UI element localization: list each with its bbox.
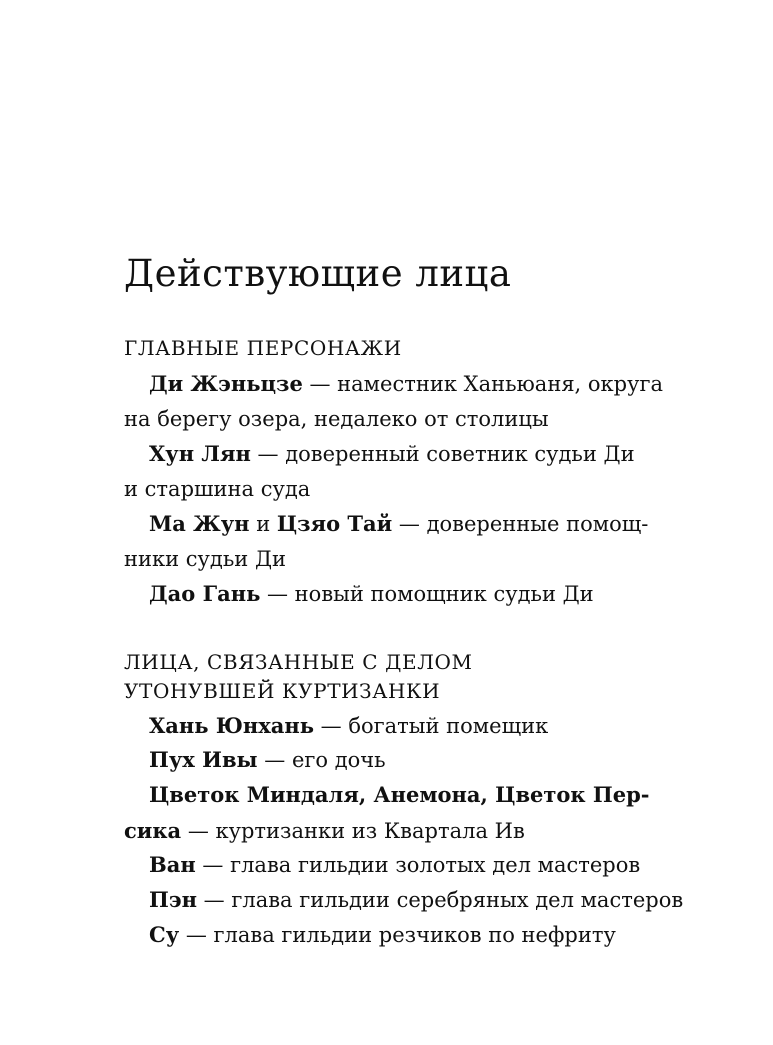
character-entry (124, 576, 654, 612)
character-name-continued: сика (124, 818, 182, 843)
character-name: Пух Ивы (149, 747, 258, 772)
character-name: Пэн (149, 887, 197, 912)
character-description-continued: на берегу озера, недалеко от столицы (124, 407, 549, 431)
character-description: — новый помощник судьи Ди (260, 582, 594, 606)
section-heading-courtesan-case: ЛИЦА, СВЯЗАННЫЕ С ДЕЛОМ (124, 650, 473, 674)
character-name: Су (149, 922, 180, 947)
character-name: Хань Юнхань (149, 713, 314, 738)
character-description: — богатый помещик (314, 714, 549, 738)
character-description: — наместник Ханьюаня, округа (302, 372, 664, 396)
character-description: — глава гильдии серебряных дел мастеров (197, 888, 684, 912)
character-entry (124, 366, 664, 437)
character-description: — куртизанки из Квартала Ив (181, 819, 525, 843)
page-title: Действующие лица (124, 252, 512, 295)
character-name: Ван (149, 852, 196, 877)
character-description: — глава гильдии резчиков по нефриту (179, 923, 616, 947)
conjunction: и (249, 512, 277, 536)
character-description-continued: и старшина суда (124, 477, 311, 501)
character-name: Ди Жэньцзе (149, 371, 303, 396)
character-description-continued: ники судьи Ди (124, 547, 287, 571)
character-name: Цветок Миндаля, Анемона, Цветок Пер- (149, 782, 650, 807)
section-heading-courtesan-case-continued: УТОНУВШЕЙ КУРТИЗАНКИ (124, 679, 441, 703)
character-description: — глава гильдии золотых дел мастеров (195, 853, 641, 877)
character-entry (124, 506, 654, 577)
character-entry (124, 847, 654, 883)
character-name: Хун Лян (149, 441, 251, 466)
character-description: — его дочь (257, 748, 386, 772)
section-heading-main-characters: ГЛАВНЫЕ ПЕРСОНАЖИ (124, 336, 402, 360)
character-entry (124, 708, 654, 744)
character-description: — доверенные помощ- (392, 512, 649, 536)
character-description: — доверенный советник судьи Ди (250, 442, 635, 466)
character-name: Ма Жун (149, 511, 250, 536)
character-name: Цзяо Тай (276, 511, 393, 536)
character-name: Дао Гань (149, 581, 261, 606)
character-entry (124, 882, 684, 918)
character-entry (124, 777, 654, 849)
character-entry (124, 917, 654, 953)
character-entry (124, 436, 654, 507)
character-entry (124, 742, 654, 778)
